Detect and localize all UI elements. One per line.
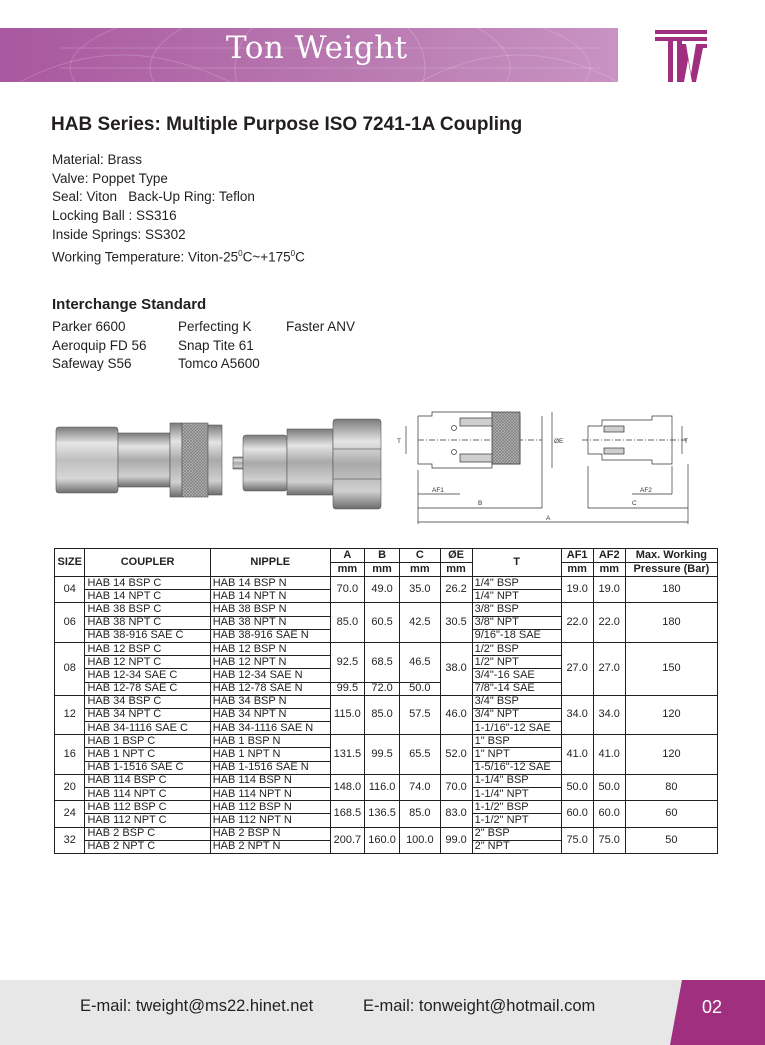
cell-a: 131.5 — [330, 735, 364, 775]
temp-degree: 0 — [238, 248, 243, 258]
table-row — [55, 603, 718, 616]
cell-t: 1-5/16"-12 SAE — [472, 761, 561, 774]
cell-b: 99.5 — [364, 735, 399, 775]
cell-nipple: HAB 12 NPT N — [210, 656, 330, 669]
cell-coupler: HAB 34-1116 SAE C — [85, 722, 210, 735]
cell-af2: 34.0 — [593, 695, 625, 735]
interchange-list — [52, 318, 355, 374]
cell-t: 1/2" NPT — [472, 656, 561, 669]
cell-size: 20 — [55, 774, 85, 800]
header-af1: AF1 — [561, 549, 593, 563]
spec-ball: Locking Ball : SS316 — [52, 208, 177, 224]
cell-nipple: HAB 1-1516 SAE N — [210, 761, 330, 774]
cell-pressure: 60 — [625, 801, 717, 827]
label-af2: AF2 — [640, 487, 652, 494]
cell-coupler: HAB 112 BSP C — [85, 801, 210, 814]
cell-e: 70.0 — [440, 774, 472, 800]
cell-t: 9/16"-18 SAE — [472, 629, 561, 642]
header-a: A — [330, 549, 364, 563]
label-c: C — [632, 500, 637, 507]
cell-t: 2" NPT — [472, 840, 561, 853]
cell-nipple: HAB 34 NPT N — [210, 708, 330, 721]
cell-nipple: HAB 112 BSP N — [210, 801, 330, 814]
tw-logo-icon — [655, 30, 707, 82]
label-e: ØE — [554, 438, 564, 445]
cell-a: 200.7 — [330, 827, 364, 853]
cell-nipple: HAB 12-78 SAE N — [210, 682, 330, 695]
cell-coupler: HAB 12 BSP C — [85, 642, 210, 655]
cell-nipple: HAB 38 NPT N — [210, 616, 330, 629]
cell-af2: 41.0 — [593, 735, 625, 775]
page-title: HAB Series: Multiple Purpose ISO 7241-1A Coupling — [51, 114, 523, 135]
cell-coupler: HAB 12 NPT C — [85, 656, 210, 669]
cell-nipple: HAB 1 NPT N — [210, 748, 330, 761]
cell-t: 1-1/2" NPT — [472, 814, 561, 827]
cell-af2: 60.0 — [593, 801, 625, 827]
cell-t: 2" BSP — [472, 827, 561, 840]
cell-coupler: HAB 2 BSP C — [85, 827, 210, 840]
cell-e: 26.2 — [440, 577, 472, 603]
cell-c: 57.5 — [400, 695, 440, 735]
cell-nipple: HAB 38-916 SAE N — [210, 629, 330, 642]
cell-coupler: HAB 1 BSP C — [85, 735, 210, 748]
cell-c: 65.5 — [400, 735, 440, 775]
cell-af1: 22.0 — [561, 603, 593, 643]
cell-c: 100.0 — [400, 827, 440, 853]
cell-t: 1" BSP — [472, 735, 561, 748]
cell-coupler: HAB 112 NPT C — [85, 814, 210, 827]
cell-af1: 19.0 — [561, 577, 593, 603]
cell-t: 3/8" NPT — [472, 616, 561, 629]
interchange-heading: Interchange Standard — [52, 296, 207, 313]
cell-nipple: HAB 14 NPT N — [210, 590, 330, 603]
dimension-table — [54, 548, 718, 854]
cell-coupler: HAB 34 BSP C — [85, 695, 210, 708]
brand-name: Ton Weight — [226, 30, 408, 66]
label-b: B — [478, 500, 483, 507]
cell-size: 12 — [55, 695, 85, 735]
header-c: C — [400, 549, 440, 563]
cell-t: 1-1/16"-12 SAE — [472, 722, 561, 735]
cell-coupler: HAB 1 NPT C — [85, 748, 210, 761]
label-af1: AF1 — [432, 487, 444, 494]
cell-a: 148.0 — [330, 774, 364, 800]
cell-e: 52.0 — [440, 735, 472, 775]
footer-email-1[interactable]: E-mail: tweight@ms22.hinet.net — [80, 997, 314, 1015]
cell-a: 70.0 — [330, 577, 364, 603]
cell-c: 46.5 — [400, 642, 440, 682]
cell-b: 116.0 — [364, 774, 399, 800]
coupling-product-photo — [50, 405, 385, 515]
header-b: B — [364, 549, 399, 563]
cell-nipple: HAB 34 BSP N — [210, 695, 330, 708]
table-row — [55, 735, 718, 748]
cell-t: 3/4"-16 SAE — [472, 669, 561, 682]
cell-af2: 22.0 — [593, 603, 625, 643]
cell-coupler: HAB 38-916 SAE C — [85, 629, 210, 642]
interchange-item: Parker 6600 — [52, 319, 126, 334]
table-row — [55, 577, 718, 590]
temp-degree-2: 0 — [290, 248, 296, 258]
cell-c: 35.0 — [400, 577, 440, 603]
cell-coupler: HAB 114 BSP C — [85, 774, 210, 787]
cell-size: 06 — [55, 603, 85, 643]
material-specs — [52, 151, 305, 267]
label-t1: T — [397, 438, 401, 445]
page-number: 02 — [702, 997, 723, 1017]
cell-af1: 34.0 — [561, 695, 593, 735]
cell-c: 42.5 — [400, 603, 440, 643]
temp-mid: C~+175 — [242, 249, 291, 265]
header-pressure: Max. Working — [625, 549, 717, 563]
cell-coupler: HAB 34 NPT C — [85, 708, 210, 721]
cell-e: 46.0 — [440, 695, 472, 735]
header-unit: mm — [400, 563, 440, 577]
cell-b: 160.0 — [364, 827, 399, 853]
cell-nipple: HAB 114 NPT N — [210, 788, 330, 801]
interchange-item: Tomco A5600 — [178, 356, 260, 371]
cell-coupler: HAB 2 NPT C — [85, 840, 210, 853]
cell-t: 3/4" BSP — [472, 695, 561, 708]
cell-pressure: 50 — [625, 827, 717, 853]
cell-nipple: HAB 1 BSP N — [210, 735, 330, 748]
interchange-row — [52, 355, 355, 374]
cell-size: 24 — [55, 801, 85, 827]
cell-a: 85.0 — [330, 603, 364, 643]
table-row — [55, 774, 718, 787]
cell-nipple: HAB 114 BSP N — [210, 774, 330, 787]
cell-coupler: HAB 38 NPT C — [85, 616, 210, 629]
cell-af2: 27.0 — [593, 642, 625, 695]
cell-nipple: HAB 14 BSP N — [210, 577, 330, 590]
cell-b: 60.5 — [364, 603, 399, 643]
cell-t: 3/4" NPT — [472, 708, 561, 721]
cell-af1: 27.0 — [561, 642, 593, 695]
header-nipple: NIPPLE — [210, 549, 330, 577]
cell-pressure: 120 — [625, 735, 717, 775]
cell-a: 115.0 — [330, 695, 364, 735]
cell-af1: 75.0 — [561, 827, 593, 853]
header-pressure-unit: Pressure (Bar) — [625, 563, 717, 577]
interchange-item: Snap Tite 61 — [178, 337, 254, 353]
spec-material: Material: Brass — [52, 152, 143, 167]
cell-nipple: HAB 12 BSP N — [210, 642, 330, 655]
spec-temperature — [52, 245, 305, 267]
cell-e: 83.0 — [440, 801, 472, 827]
header-t: T — [472, 549, 561, 577]
cell-coupler: HAB 12-78 SAE C — [85, 682, 210, 695]
cell-nipple: HAB 2 NPT N — [210, 840, 330, 853]
cell-t: 1/4" NPT — [472, 590, 561, 603]
cell-size: 32 — [55, 827, 85, 853]
label-t2: T — [684, 438, 688, 445]
cell-b: 49.0 — [364, 577, 399, 603]
header-unit: mm — [593, 563, 625, 577]
temp-suffix: C — [295, 249, 305, 265]
interchange-row — [52, 318, 355, 337]
spec-seal: Seal: Viton Back-Up Ring: Teflon — [52, 189, 255, 205]
cell-t: 1/2" BSP — [472, 642, 561, 655]
cell-nipple: HAB 112 NPT N — [210, 814, 330, 827]
cell-coupler: HAB 38 BSP C — [85, 603, 210, 616]
cell-b: 72.0 — [364, 682, 399, 695]
table-row — [55, 695, 718, 708]
cell-t: 7/8"-14 SAE — [472, 682, 561, 695]
cell-c: 85.0 — [400, 801, 440, 827]
table-row — [55, 827, 718, 840]
cell-pressure: 180 — [625, 603, 717, 643]
spec-valve: Valve: Poppet Type — [52, 170, 168, 186]
cell-e: 38.0 — [440, 642, 472, 695]
header-unit: mm — [364, 563, 399, 577]
header-unit: mm — [330, 563, 364, 577]
cell-t: 3/8" BSP — [472, 603, 561, 616]
cell-coupler: HAB 114 NPT C — [85, 788, 210, 801]
cell-c: 74.0 — [400, 774, 440, 800]
cell-coupler: HAB 14 BSP C — [85, 577, 210, 590]
cell-nipple: HAB 34-1116 SAE N — [210, 722, 330, 735]
table-row — [55, 801, 718, 814]
cell-af1: 50.0 — [561, 774, 593, 800]
cell-b: 85.0 — [364, 695, 399, 735]
header-e: ØE — [440, 549, 472, 563]
table-header-row — [55, 549, 718, 563]
cell-b: 68.5 — [364, 642, 399, 682]
interchange-item: Aeroquip FD 56 — [52, 337, 147, 353]
cell-e: 99.0 — [440, 827, 472, 853]
spec-springs: Inside Springs: SS302 — [52, 226, 186, 242]
cell-c: 50.0 — [400, 682, 440, 695]
cell-pressure: 180 — [625, 577, 717, 603]
cell-b: 136.5 — [364, 801, 399, 827]
cell-coupler: HAB 1-1516 SAE C — [85, 761, 210, 774]
cell-pressure: 120 — [625, 695, 717, 735]
cell-t: 1-1/2" BSP — [472, 801, 561, 814]
coupling-dimension-drawing — [392, 404, 692, 526]
cell-pressure: 150 — [625, 642, 717, 695]
cell-coupler: HAB 12-34 SAE C — [85, 669, 210, 682]
table-row — [55, 642, 718, 655]
cell-a: 168.5 — [330, 801, 364, 827]
cell-a: 92.5 — [330, 642, 364, 682]
cell-nipple: HAB 38 BSP N — [210, 603, 330, 616]
cell-size: 04 — [55, 577, 85, 603]
cell-nipple: HAB 2 BSP N — [210, 827, 330, 840]
cell-af1: 41.0 — [561, 735, 593, 775]
cell-af2: 75.0 — [593, 827, 625, 853]
label-a: A — [546, 515, 551, 522]
temp-prefix: Working Temperature: Viton-25 — [52, 249, 239, 265]
header-size: SIZE — [55, 549, 85, 577]
header-unit: mm — [561, 563, 593, 577]
cell-t: 1/4" BSP — [472, 577, 561, 590]
interchange-item: Faster ANV — [286, 319, 356, 334]
cell-e: 30.5 — [440, 603, 472, 643]
cell-size: 16 — [55, 735, 85, 775]
cell-t: 1" NPT — [472, 748, 561, 761]
header-unit: mm — [440, 563, 472, 577]
cell-nipple: HAB 12-34 SAE N — [210, 669, 330, 682]
cell-a: 99.5 — [330, 682, 364, 695]
header-coupler: COUPLER — [85, 549, 210, 577]
cell-t: 1-1/4" NPT — [472, 788, 561, 801]
cell-coupler: HAB 14 NPT C — [85, 590, 210, 603]
cell-af2: 50.0 — [593, 774, 625, 800]
header-af2: AF2 — [593, 549, 625, 563]
interchange-row — [52, 337, 355, 356]
interchange-item: Perfecting K — [178, 319, 252, 334]
interchange-item: Safeway S56 — [52, 356, 132, 371]
cell-af2: 19.0 — [593, 577, 625, 603]
cell-size: 08 — [55, 642, 85, 695]
cell-t: 1-1/4" BSP — [472, 774, 561, 787]
cell-pressure: 80 — [625, 774, 717, 800]
footer-email-2[interactable]: E-mail: tonweight@hotmail.com — [363, 997, 596, 1015]
cell-af1: 60.0 — [561, 801, 593, 827]
